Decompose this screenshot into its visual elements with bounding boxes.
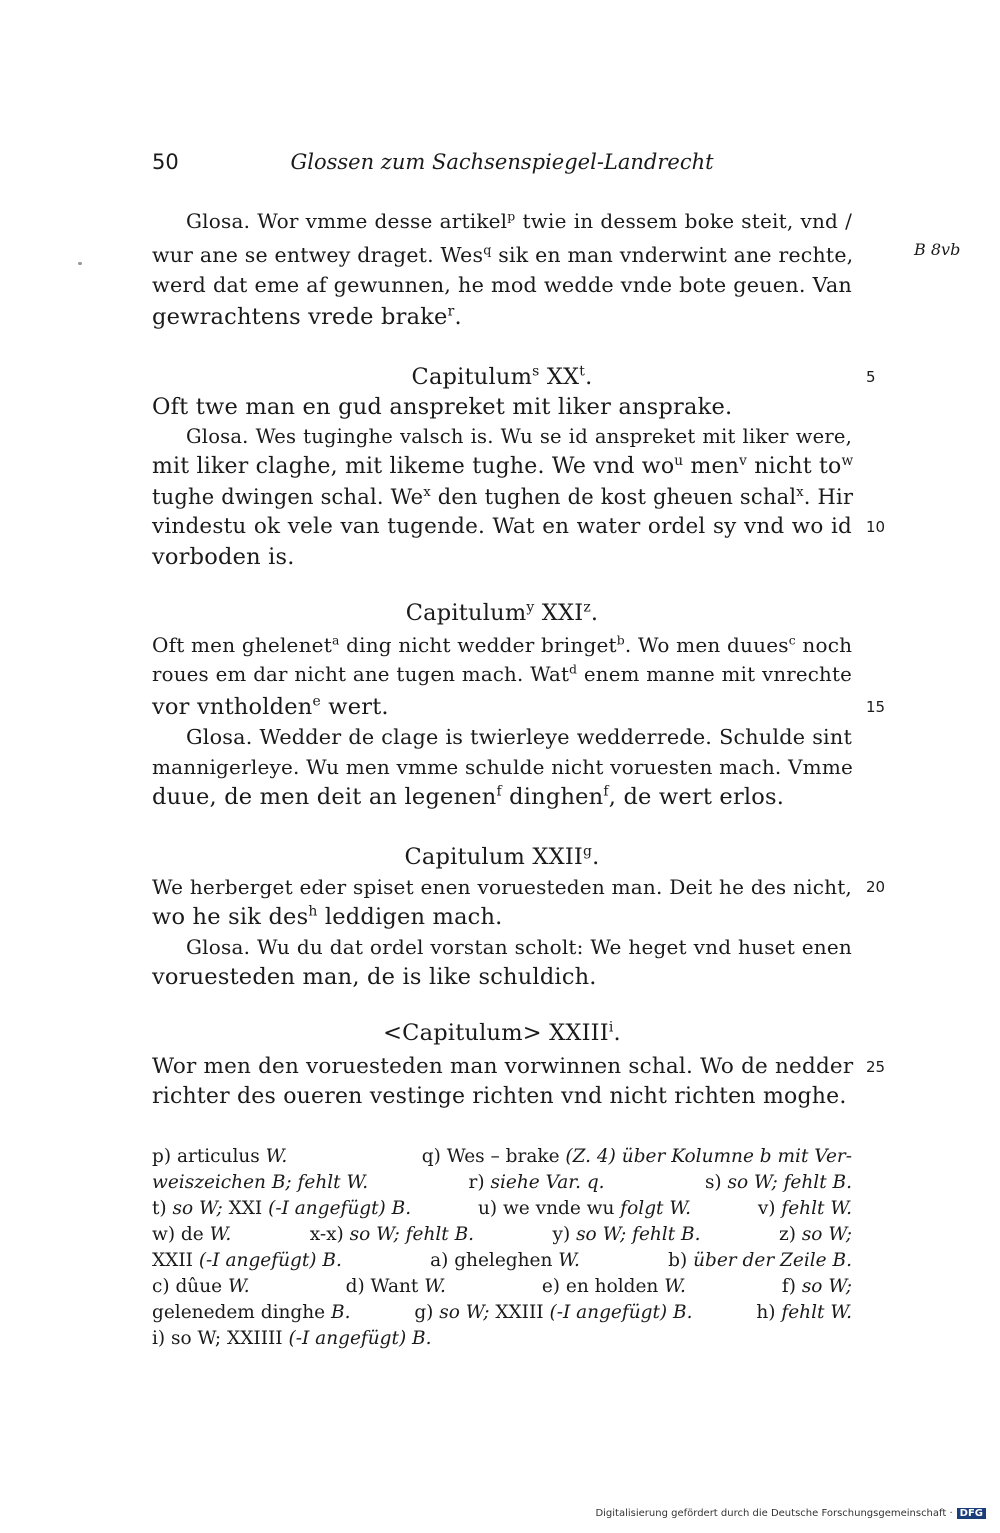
line-number: 5 bbox=[866, 368, 876, 386]
footnote-r: r) siehe Var. q. bbox=[468, 1172, 605, 1193]
footnote-row bbox=[152, 1144, 852, 1170]
line-number: 15 bbox=[866, 698, 886, 716]
line-number: 25 bbox=[866, 1058, 886, 1076]
footnote-row bbox=[152, 1248, 852, 1274]
footnote-g: g) so W; XXIII (-I angefügt) B. bbox=[414, 1302, 693, 1323]
text-line: tughe dwingen schal. We$^x$ den tughen de kost gheuen schal$^x$. Hir bbox=[152, 485, 854, 509]
page-header bbox=[152, 150, 852, 184]
footnote-row bbox=[152, 1300, 852, 1326]
page-number: 50 bbox=[152, 150, 179, 174]
footnote-row bbox=[152, 1222, 852, 1248]
text-line: We herberget eder spiset enen voruesteden man. Deit he des nicht, bbox=[152, 875, 852, 899]
text-line: gewrachtens vrede brake$^r$. bbox=[152, 303, 462, 330]
running-title: Glossen zum Sachsenspiegel-Landrecht bbox=[290, 150, 714, 174]
footer-text: Digitalisierung gefördert durch die Deutsche Forschungsgemeinschaft · bbox=[595, 1508, 953, 1519]
footnote-p: p) articulus W. bbox=[152, 1146, 288, 1167]
footnote-q-cont: weiszeichen B; fehlt W. bbox=[152, 1172, 369, 1193]
text-line: werd dat eme af gewunnen, he mod wedde vnde bote geuen. Van bbox=[152, 273, 852, 297]
digitization-footer bbox=[595, 1508, 986, 1519]
footnote-z-cont: XXII (-I angefügt) B. bbox=[152, 1250, 342, 1271]
footnote-d: d) Want W. bbox=[345, 1276, 446, 1297]
footnote-x: x-x) so W; fehlt B. bbox=[309, 1224, 475, 1245]
chapter-heading: <Capitulum> $XXIII^i$. bbox=[383, 1019, 621, 1046]
footnote-c: c) dûue W. bbox=[152, 1276, 250, 1297]
text-line: Glosa. Wes tuginghe valsch is. Wu se id anspreket mit liker were, bbox=[186, 425, 852, 448]
text-line: Glosa. Wor vmme desse artikel$^p$ twie in dessem boke steit, vnd / bbox=[186, 208, 853, 233]
text-line: vorboden is. bbox=[152, 544, 295, 570]
footnote-row bbox=[152, 1196, 852, 1222]
text-line: roues em dar nicht ane tugen mach. Wat$^d$ enem manne mit vnrechte bbox=[152, 662, 852, 686]
chapter-heading: Capitulum$^s$ $XX^t$. bbox=[411, 363, 593, 390]
text-line: Oft men ghelenet$^a$ ding nicht wedder bringet$^b$. Wo men duues$^c$ noch bbox=[152, 632, 853, 657]
text-line: mannigerleye. Wu men vmme schulde nicht voruesten mach. Vmme bbox=[152, 755, 854, 779]
text-line: voruesteden man, de is like schuldich. bbox=[152, 964, 597, 990]
footnote-row bbox=[152, 1326, 852, 1352]
footnote-b: b) über der Zeile B. bbox=[668, 1250, 852, 1271]
footnote-t: t) so W; XXI (-I angefügt) B. bbox=[152, 1198, 412, 1219]
footnote-f: f) so W; bbox=[781, 1276, 852, 1297]
footnote-f-cont: gelenedem dinghe B. bbox=[152, 1302, 351, 1323]
footnote-y: y) so W; fehlt B. bbox=[552, 1224, 701, 1245]
footnote-e: e) en holden W. bbox=[541, 1276, 686, 1297]
chapter-heading: Capitulum$^y$ XXI$^z$. bbox=[405, 599, 599, 626]
footnote-row bbox=[152, 1170, 852, 1196]
scan-speck bbox=[78, 262, 82, 265]
margin-note: B 8vb bbox=[914, 240, 961, 259]
footnote-row bbox=[152, 1274, 852, 1300]
dfg-logo: DFG bbox=[957, 1508, 986, 1519]
text-line: duue, de men deit an legenen$^f$ dinghen$^f$, de wert erlos. bbox=[152, 783, 785, 810]
footnote-i: i) so W; XXIIII (-I angefügt) B. bbox=[152, 1328, 432, 1349]
text-line: Oft twe man en gud anspreket mit liker ansprake. bbox=[152, 394, 733, 420]
footnote-a: a) gheleghen W. bbox=[430, 1250, 580, 1271]
footnote-h: h) fehlt W. bbox=[756, 1302, 852, 1323]
text-line: wo he sik des$^h$ leddigen mach. bbox=[152, 903, 503, 930]
text-line: Glosa. Wu du dat ordel vorstan scholt: We heget vnd huset enen bbox=[186, 935, 852, 959]
footnote-u: u) we vnde wu folgt W. bbox=[477, 1198, 692, 1219]
text-line: vor vntholden$^e$ wert. bbox=[152, 693, 389, 720]
text-line: vindestu ok vele van tugende. Wat en water ordel sy vnd wo id bbox=[152, 514, 852, 539]
footnote-w: w) de W. bbox=[152, 1224, 232, 1245]
footnote-s: s) so W; fehlt B. bbox=[704, 1172, 852, 1193]
text-line: Wor men den voruesteden man vorwinnen schal. Wo de nedder bbox=[152, 1054, 854, 1079]
footnotes bbox=[152, 1144, 852, 1352]
text-line: richter des oueren vestinge richten vnd nicht richten moghe. bbox=[152, 1084, 847, 1109]
text-line: wur ane se entwey draget. Wes$^q$ sik en man vnderwint ane rechte, bbox=[152, 242, 854, 267]
footnote-v: v) fehlt W. bbox=[757, 1198, 852, 1219]
text-line: Glosa. Wedder de clage is twierleye wedderrede. Schulde sint bbox=[186, 725, 852, 749]
line-number: 10 bbox=[866, 518, 886, 536]
footnote-z: z) so W; bbox=[778, 1224, 852, 1245]
chapter-heading: Capitulum XXII$^g$. bbox=[404, 843, 600, 870]
footnote-q: q) Wes – brake (Z. 4) über Kolumne b mit Ver- bbox=[421, 1146, 852, 1167]
line-number: 20 bbox=[866, 878, 886, 896]
text-line: mit liker claghe, mit likeme tughe. We vnd $wo^u$ men$^v$ nicht $to^w$ bbox=[152, 452, 854, 479]
